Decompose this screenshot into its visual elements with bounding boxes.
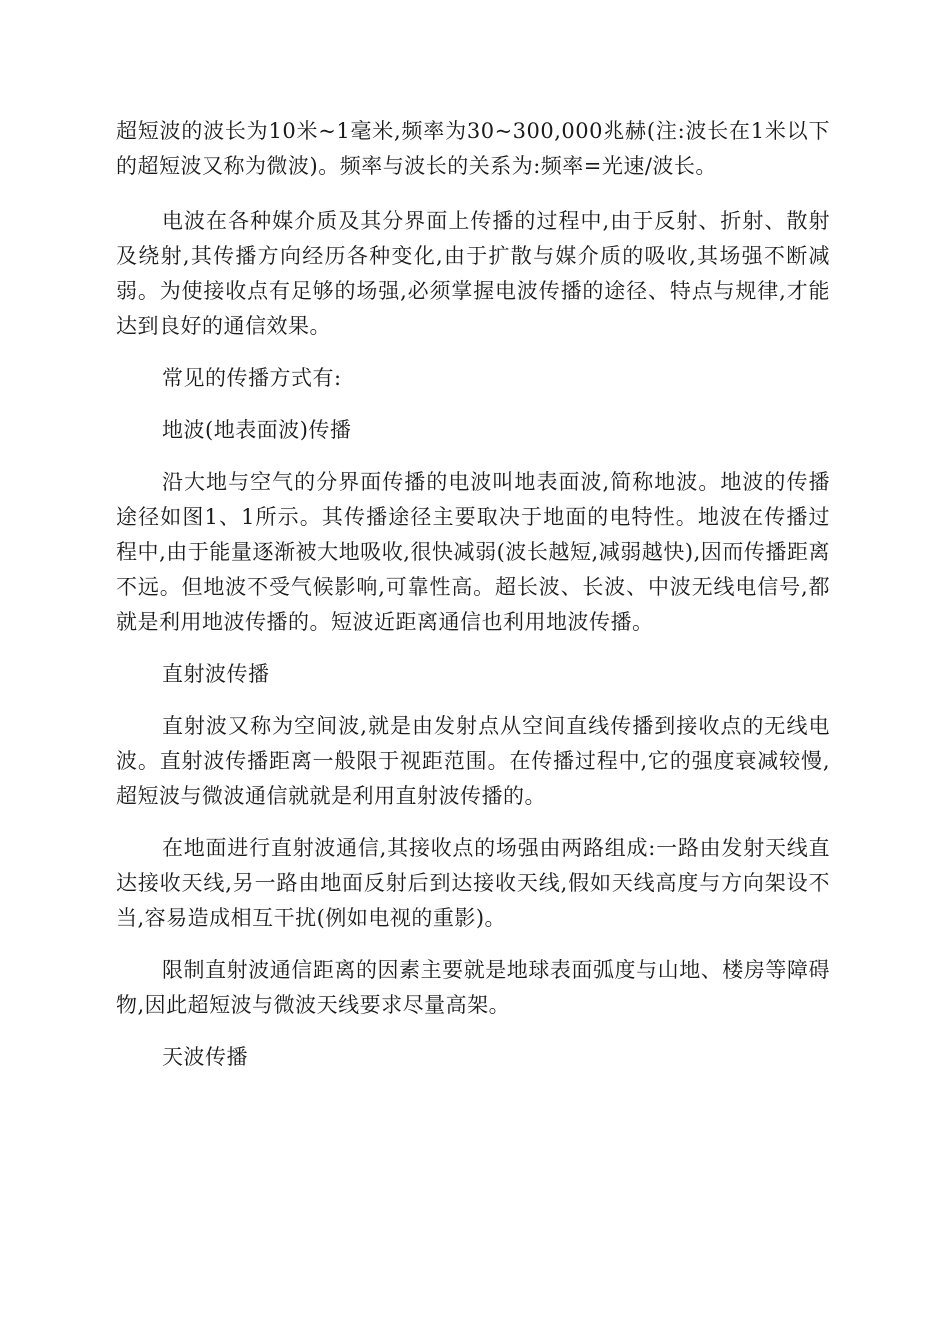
paragraph-direct-wave-interference: 在地面进行直射波通信,其接收点的场强由两路组成:一路由发射天线直达接收天线,另一路由地面反射后到达接收天线,假如天线高度与方向架设不当,容易造成相互干扰(例如电视的重影)。: [116, 836, 830, 930]
paragraph-propagation-intro: 电波在各种媒介质及其分界面上传播的过程中,由于反射、折射、散射及绕射,其传播方向经历各种变化,由于扩散与媒介质的吸收,其场强不断减弱。为使接收点有足够的场强,必须掌握电波传播的途径、特点与规律,才能达到良好的通信效果。: [116, 209, 830, 338]
paragraph-ground-wave: 沿大地与空气的分界面传播的电波叫地表面波,简称地波。地波的传播途径如图1、1所示。其传播途径主要取决于地面的电特性。地波在传播过程中,由于能量逐渐被大地吸收,很快减弱(波长越短,减弱越快),因而传播距离不远。但地波不受气候影响,可靠性高。超长波、长波、中波无线电信号,都就是利用地波传播的。短波近距离通信也利用地波传播。: [116, 470, 830, 634]
paragraph-direct-wave-limits: 限制直射波通信距离的因素主要就是地球表面弧度与山地、楼房等障碍物,因此超短波与微波天线要求尽量高架。: [116, 958, 830, 1017]
paragraph-ultrashort-wave: 超短波的波长为10米~1毫米,频率为30~300,000兆赫(注:波长在1米以下的超短波又称为微波)。频率与波长的关系为:频率=光速/波长。: [116, 119, 830, 178]
heading-ground-wave: 地波(地表面波)传播: [162, 418, 352, 442]
paragraph-direct-wave: 直射波又称为空间波,就是由发射点从空间直线传播到接收点的无线电波。直射波传播距离一般限于视距范围。在传播过程中,它的强度衰减较慢,超短波与微波通信就就是利用直射波传播的。: [116, 714, 830, 808]
paragraph-common-modes: 常见的传播方式有:: [162, 366, 342, 390]
heading-direct-wave: 直射波传播: [162, 662, 270, 686]
heading-sky-wave: 天波传播: [162, 1045, 248, 1069]
